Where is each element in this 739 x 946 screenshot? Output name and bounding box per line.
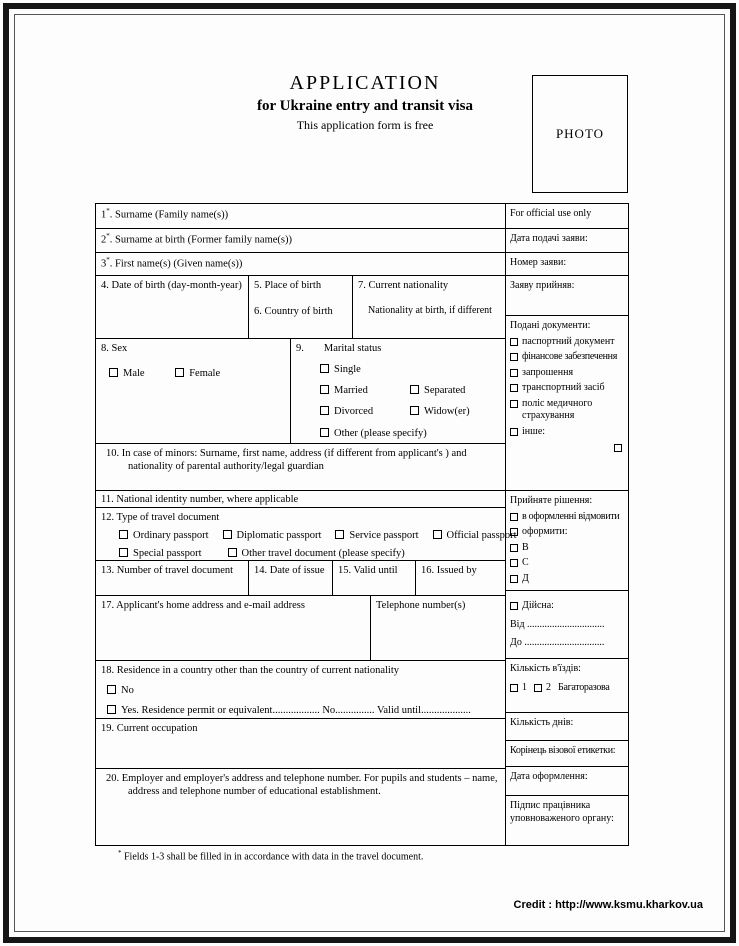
single-label: Single [334,364,361,376]
field-13-doc-number [96,561,249,595]
photo-box [532,75,628,193]
days-label: Кількість днів: [510,717,574,728]
page-title: APPLICATION [289,72,441,94]
field-4-label: 4. Date of birth (day-month-year) [101,280,242,291]
residence-no-label: No [121,685,134,697]
field-14-date-of-issue [249,561,333,595]
field-7-nationality [353,276,505,338]
decision-d-checkbox[interactable] [510,575,518,583]
entries-2-checkbox[interactable] [534,684,542,692]
field-1-star: * [106,207,110,215]
field-9-marital-status [291,339,505,443]
doc-invitation-label: запрошення [522,366,574,378]
field-20-employer [96,769,505,845]
application-form [95,203,629,846]
issue-date-section [506,767,628,796]
entries-1-checkbox[interactable] [510,684,518,692]
widow-checkbox[interactable] [410,406,419,415]
official-use-column [506,204,628,845]
decision-refuse-label: в оформленні відмовити [522,510,620,522]
footnote-star: * [118,849,122,857]
entries-title: Кількість в'їздів: [510,663,581,674]
validity-section [506,591,628,659]
doc-transport-label: транспортний засіб [522,382,605,393]
field-19-occupation [96,719,505,769]
form-fields-column [96,204,517,845]
valid-to-line: До ................................ [510,637,605,648]
valid-label: Дійсна: [522,600,554,611]
field-15-valid-until [333,561,416,595]
valid-checkbox[interactable] [510,602,518,610]
special-passport-label: Special passport [133,548,202,560]
field-20-label: 20. Employer and employer's address and telephone number. For pupils and students – name, address and telephone number of educational establishment. [106,773,498,798]
field-1-surname [96,204,505,229]
divorced-checkbox[interactable] [320,406,329,415]
residence-yes-checkbox[interactable] [107,705,116,714]
valid-from-line: Від ............................... [510,618,605,630]
accepted-by-label: Заяву прийняв: [510,280,575,291]
residence-yes-label: Yes. Residence permit or equivalent.................. No............... Valid until................... [121,705,471,717]
entries-multi-label: Багаторазова [558,681,610,693]
field-7-label: 7. Current nationality [358,280,449,291]
decision-b-checkbox[interactable] [510,544,518,552]
decision-issue-label: оформити: [522,526,568,537]
doc-insurance-checkbox[interactable] [510,400,518,408]
decision-section [506,491,628,591]
doc-passport-label: паспортний документ [522,335,615,347]
field-4-date-of-birth [96,276,249,338]
field-1-label: . Surname (Family name(s)) [109,209,229,221]
credit-text: Credit : http://www.ksmu.kharkov.ua [513,899,703,911]
days-section [506,713,628,741]
decision-d-label: Д [522,572,529,584]
footnote-text: Fields 1-3 shall be filled in in accordance with data in the travel document. [124,851,424,863]
photo-label: PHOTO [555,126,605,141]
official-passport-label: Official passport [446,530,517,542]
field-19-label: 19. Current occupation [101,723,198,734]
field-3-number: 3 [101,258,107,270]
field-17-telephone [371,596,505,660]
field-9-label: Marital status [323,343,382,354]
field-10-minors [96,444,505,491]
single-checkbox[interactable] [320,364,329,373]
footnote [118,849,423,862]
field-7-sub-label: Nationality at birth, if different [368,305,492,317]
separated-label: Separated [424,385,466,397]
other-status-label: Other (please specify) [334,427,427,439]
female-checkbox[interactable] [175,368,184,377]
official-use-header [506,204,628,229]
page-subtitle: for Ukraine entry and transit visa [257,98,473,114]
field-11-national-id [96,491,505,508]
doc-extra-checkbox[interactable] [614,444,622,452]
submitted-documents-section [506,316,628,491]
field-3-first-names [96,253,505,276]
ordinary-passport-checkbox[interactable] [119,530,128,539]
entries-section [506,659,628,713]
date-submitted-section [506,229,628,253]
field-11-label: 11. National identity number, where applicable [101,494,299,505]
widow-label: Widow(er) [424,406,470,418]
field-12-label: 12. Type of travel document [101,512,220,523]
signature-label: Підпис працівника уповноваженого органу: [510,800,614,824]
field-2-star: * [106,232,110,240]
issue-date-label: Дата оформлення: [510,771,588,782]
married-label: Married [334,385,368,397]
submitted-documents-title: Подані документи: [510,320,591,331]
doc-finance-checkbox[interactable] [510,353,518,361]
field-3-star: * [106,256,110,264]
row-document-details [96,561,505,596]
visa-stub-section [506,741,628,767]
official-use-title: For official use only [510,208,592,219]
field-2-surname-at-birth [96,229,505,253]
other-travel-doc-checkbox[interactable] [228,548,237,557]
field-10-label: 10. In case of minors: Surname, first name, address (if different from applicant's ) and nationality of parental authority/legal guardian [106,448,467,473]
application-number-section [506,253,628,276]
entries-1-label: 1 [522,681,527,693]
telephone-label: Telephone number(s) [376,600,466,611]
field-3-label: . First name(s) (Given name(s)) [109,258,243,270]
field-1-number: 1 [101,209,107,221]
field-5-label: 5. Place of birth [254,280,322,291]
decision-c-label: С [522,557,529,568]
visa-stub-label: Корінець візової етикетки: [510,745,616,756]
residence-no-checkbox[interactable] [107,685,116,694]
field-9-number: 9. [296,343,304,354]
decision-refuse-checkbox[interactable] [510,513,518,521]
field-8-label: 8. Sex [101,343,128,354]
page-note: This application form is free [296,118,434,132]
doc-insurance-label: поліс медичного страхування [522,397,593,421]
doc-other-checkbox[interactable] [510,428,518,436]
male-checkbox[interactable] [109,368,118,377]
date-submitted-label: Дата подачі заяви: [510,233,588,244]
field-18-residence [96,661,505,719]
doc-finance-label: фінансове забезпечення [522,351,618,362]
ordinary-passport-label: Ordinary passport [133,530,209,542]
row-sex-marital [96,339,505,444]
diplomatic-passport-checkbox[interactable] [223,530,232,539]
application-number-label: Номер заяви: [510,257,567,268]
decision-title: Прийняте рішення: [510,495,593,506]
field-6-label: 6. Country of birth [254,306,333,318]
official-passport-checkbox[interactable] [433,530,442,539]
field-2-label: . Surname at birth (Former family name(s)) [109,234,292,246]
other-travel-doc-label: Other travel document (please specify) [241,548,405,560]
male-label: Male [123,368,145,380]
field-16-label: 16. Issued by [421,565,477,576]
service-passport-checkbox[interactable] [335,530,344,539]
decision-b-label: В [522,541,529,553]
signature-section [506,796,628,845]
field-2-number: 2 [101,234,107,246]
field-15-label: 15. Valid until [338,565,398,576]
field-13-label: 13. Number of travel document [101,565,234,576]
other-status-checkbox[interactable] [320,428,329,437]
row-birth-nationality [96,276,505,339]
divorced-label: Divorced [334,406,374,418]
doc-other-label: інше: [522,425,546,437]
field-17-home-address [96,596,371,660]
special-passport-checkbox[interactable] [119,548,128,557]
female-label: Female [189,368,221,380]
separated-checkbox[interactable] [410,385,419,394]
entries-2-label: 2 [546,681,551,693]
doc-passport-checkbox[interactable] [510,338,518,346]
doc-invitation-checkbox[interactable] [510,369,518,377]
field-12-travel-document [96,508,517,561]
married-checkbox[interactable] [320,385,329,394]
decision-c-checkbox[interactable] [510,559,518,567]
accepted-by-section [506,276,628,316]
row-address-phone [96,596,505,661]
field-14-label: 14. Date of issue [254,565,325,576]
field-8-sex [96,339,291,443]
doc-transport-checkbox[interactable] [510,384,518,392]
field-16-issued-by [416,561,505,595]
service-passport-label: Service passport [349,530,419,542]
field-5-6-place-country [249,276,353,338]
field-17-label: 17. Applicant's home address and e-mail address [101,600,305,611]
diplomatic-passport-label: Diplomatic passport [236,530,322,542]
field-18-label: 18. Residence in a country other than the country of current nationality [101,665,399,676]
